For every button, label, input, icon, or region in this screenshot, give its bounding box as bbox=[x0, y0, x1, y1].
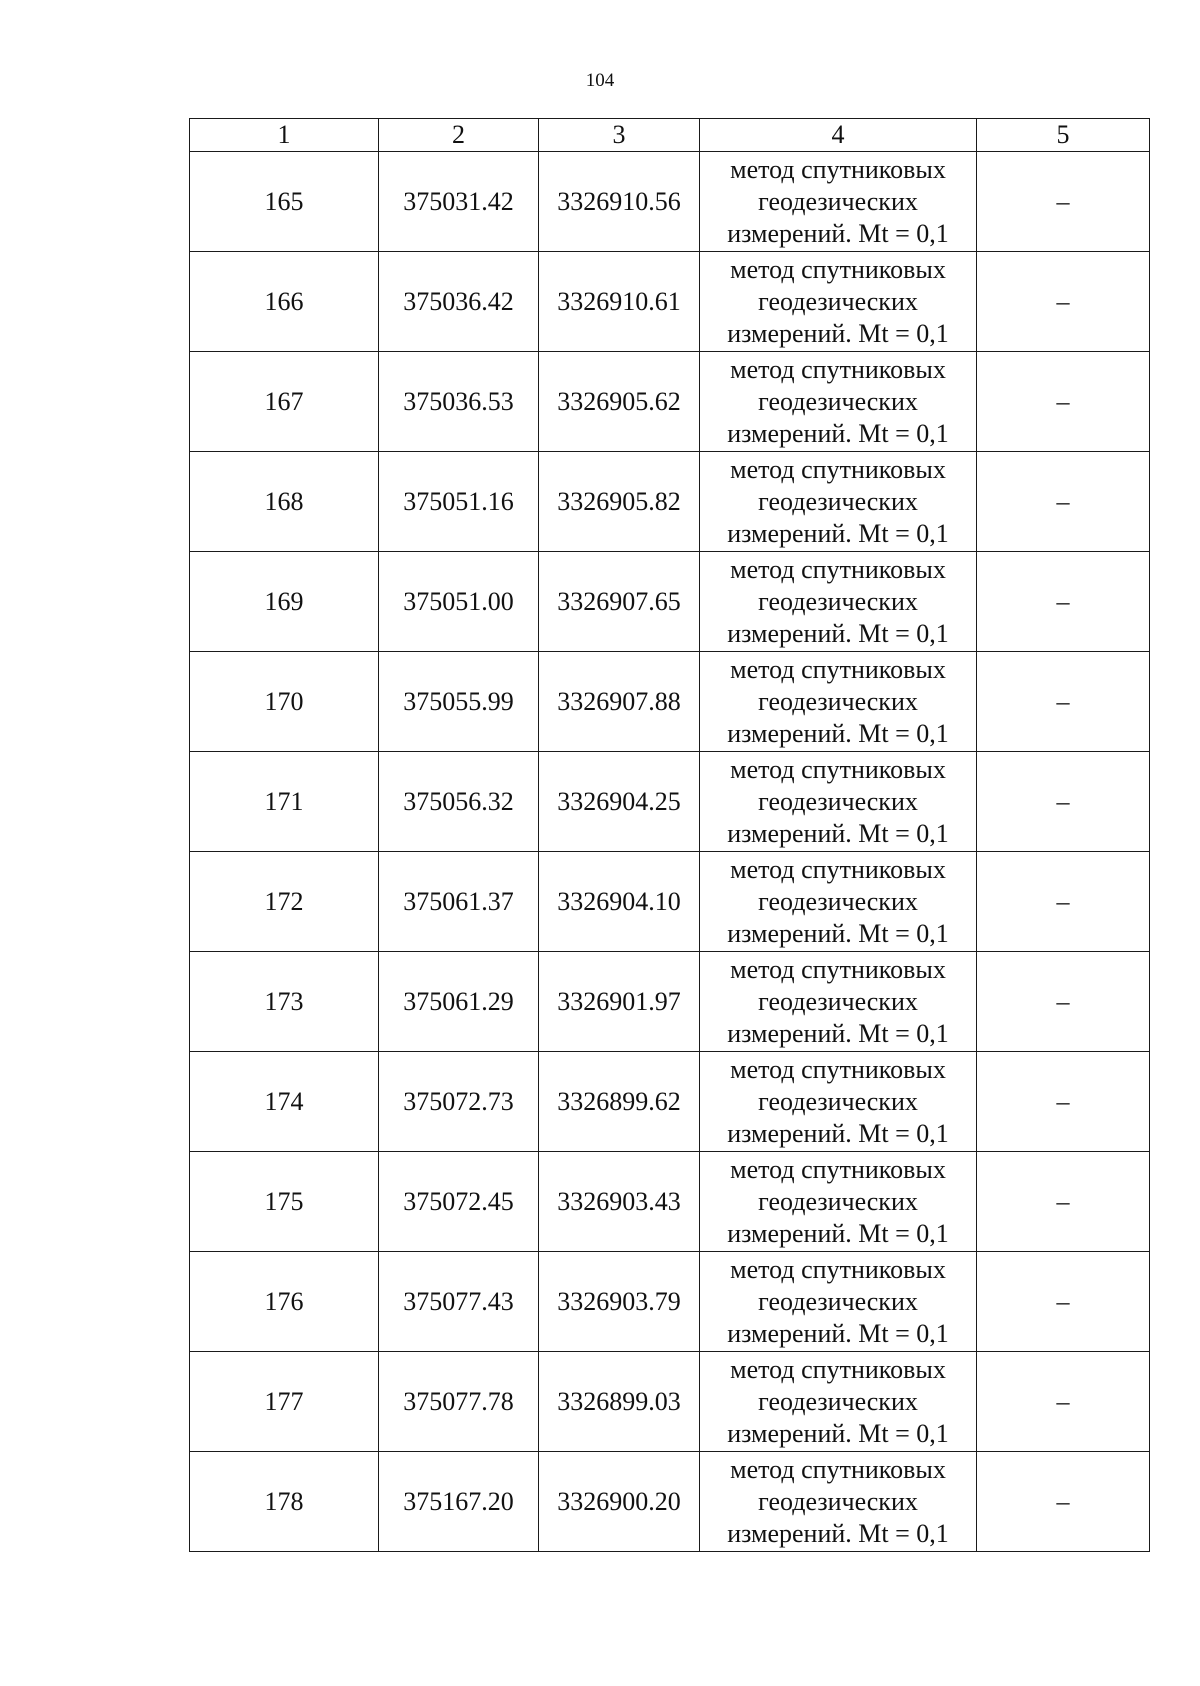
method-line: измерений. Mt = 0,1 bbox=[727, 1118, 949, 1148]
method-line: геодезических bbox=[758, 1286, 918, 1316]
header-col-4: 4 bbox=[700, 119, 977, 152]
point-number-cell: 168 bbox=[190, 452, 379, 552]
table-row bbox=[190, 252, 1150, 352]
method-line: метод спутниковых bbox=[730, 1454, 946, 1484]
method-line: геодезических bbox=[758, 1386, 918, 1416]
point-number-cell: 170 bbox=[190, 652, 379, 752]
table-row bbox=[190, 152, 1150, 252]
point-number-cell: 178 bbox=[190, 1452, 379, 1552]
table-row bbox=[190, 452, 1150, 552]
method-line: метод спутниковых bbox=[730, 254, 946, 284]
y-coordinate-cell: 3326904.25 bbox=[539, 752, 700, 852]
method-line: геодезических bbox=[758, 986, 918, 1016]
method-line: метод спутниковых bbox=[730, 1254, 946, 1284]
table-row bbox=[190, 1452, 1150, 1552]
page-number: 104 bbox=[585, 70, 615, 91]
header-col-3: 3 bbox=[539, 119, 700, 152]
method-line: измерений. Mt = 0,1 bbox=[727, 1418, 949, 1448]
note-cell: – bbox=[977, 952, 1150, 1052]
x-coordinate-cell: 375055.99 bbox=[379, 652, 539, 752]
table-row bbox=[190, 352, 1150, 452]
note-cell: – bbox=[977, 252, 1150, 352]
method-cell bbox=[700, 1052, 977, 1152]
point-number-cell: 174 bbox=[190, 1052, 379, 1152]
y-coordinate-cell: 3326904.10 bbox=[539, 852, 700, 952]
point-number-cell: 173 bbox=[190, 952, 379, 1052]
method-cell bbox=[700, 1452, 977, 1552]
y-coordinate-cell: 3326905.62 bbox=[539, 352, 700, 452]
x-coordinate-cell: 375072.45 bbox=[379, 1152, 539, 1252]
note-cell: – bbox=[977, 152, 1150, 252]
point-number-cell: 172 bbox=[190, 852, 379, 952]
x-coordinate-cell: 375031.42 bbox=[379, 152, 539, 252]
y-coordinate-cell: 3326910.56 bbox=[539, 152, 700, 252]
y-coordinate-cell: 3326903.43 bbox=[539, 1152, 700, 1252]
method-line: метод спутниковых bbox=[730, 754, 946, 784]
note-cell: – bbox=[977, 852, 1150, 952]
y-coordinate-cell: 3326899.62 bbox=[539, 1052, 700, 1152]
x-coordinate-cell: 375056.32 bbox=[379, 752, 539, 852]
method-line: метод спутниковых bbox=[730, 1054, 946, 1084]
x-coordinate-cell: 375061.37 bbox=[379, 852, 539, 952]
method-line: геодезических bbox=[758, 186, 918, 216]
method-line: измерений. Mt = 0,1 bbox=[727, 1018, 949, 1048]
table-row bbox=[190, 752, 1150, 852]
y-coordinate-cell: 3326901.97 bbox=[539, 952, 700, 1052]
method-line: измерений. Mt = 0,1 bbox=[727, 1318, 949, 1348]
point-number-cell: 175 bbox=[190, 1152, 379, 1252]
header-col-5: 5 bbox=[977, 119, 1150, 152]
method-line: измерений. Mt = 0,1 bbox=[727, 218, 949, 248]
method-cell bbox=[700, 852, 977, 952]
method-line: геодезических bbox=[758, 686, 918, 716]
method-cell bbox=[700, 1252, 977, 1352]
method-line: геодезических bbox=[758, 1486, 918, 1516]
method-line: геодезических bbox=[758, 486, 918, 516]
method-line: геодезических bbox=[758, 1186, 918, 1216]
method-line: геодезических bbox=[758, 386, 918, 416]
method-line: измерений. Mt = 0,1 bbox=[727, 418, 949, 448]
method-cell bbox=[700, 1352, 977, 1452]
x-coordinate-cell: 375061.29 bbox=[379, 952, 539, 1052]
note-cell: – bbox=[977, 352, 1150, 452]
y-coordinate-cell: 3326907.88 bbox=[539, 652, 700, 752]
method-line: измерений. Mt = 0,1 bbox=[727, 1218, 949, 1248]
method-line: измерений. Mt = 0,1 bbox=[727, 1518, 949, 1548]
point-number-cell: 177 bbox=[190, 1352, 379, 1452]
method-line: геодезических bbox=[758, 1086, 918, 1116]
point-number-cell: 167 bbox=[190, 352, 379, 452]
table-row bbox=[190, 952, 1150, 1052]
note-cell: – bbox=[977, 552, 1150, 652]
note-cell: – bbox=[977, 1052, 1150, 1152]
method-cell bbox=[700, 952, 977, 1052]
method-line: измерений. Mt = 0,1 bbox=[727, 618, 949, 648]
method-line: метод спутниковых bbox=[730, 854, 946, 884]
point-number-cell: 171 bbox=[190, 752, 379, 852]
method-cell bbox=[700, 252, 977, 352]
method-cell bbox=[700, 552, 977, 652]
method-cell bbox=[700, 152, 977, 252]
y-coordinate-cell: 3326905.82 bbox=[539, 452, 700, 552]
method-line: измерений. Mt = 0,1 bbox=[727, 718, 949, 748]
point-number-cell: 176 bbox=[190, 1252, 379, 1352]
method-line: геодезических bbox=[758, 586, 918, 616]
method-cell bbox=[700, 352, 977, 452]
method-cell bbox=[700, 752, 977, 852]
header-col-1: 1 bbox=[190, 119, 379, 152]
note-cell: – bbox=[977, 1152, 1150, 1252]
method-line: измерений. Mt = 0,1 bbox=[727, 818, 949, 848]
header-col-2: 2 bbox=[379, 119, 539, 152]
method-line: метод спутниковых bbox=[730, 1154, 946, 1184]
method-line: измерений. Mt = 0,1 bbox=[727, 318, 949, 348]
method-line: измерений. Mt = 0,1 bbox=[727, 518, 949, 548]
table-row bbox=[190, 852, 1150, 952]
point-number-cell: 166 bbox=[190, 252, 379, 352]
method-cell bbox=[700, 1152, 977, 1252]
table-row bbox=[190, 1052, 1150, 1152]
method-line: метод спутниковых bbox=[730, 154, 946, 184]
table-row bbox=[190, 1152, 1150, 1252]
method-line: геодезических bbox=[758, 286, 918, 316]
x-coordinate-cell: 375036.53 bbox=[379, 352, 539, 452]
method-cell bbox=[700, 652, 977, 752]
x-coordinate-cell: 375051.16 bbox=[379, 452, 539, 552]
point-number-cell: 165 bbox=[190, 152, 379, 252]
table-header bbox=[190, 119, 1150, 152]
coordinates-table bbox=[189, 118, 1150, 1552]
y-coordinate-cell: 3326903.79 bbox=[539, 1252, 700, 1352]
x-coordinate-cell: 375077.43 bbox=[379, 1252, 539, 1352]
note-cell: – bbox=[977, 752, 1150, 852]
y-coordinate-cell: 3326907.65 bbox=[539, 552, 700, 652]
method-line: метод спутниковых bbox=[730, 954, 946, 984]
method-line: метод спутниковых bbox=[730, 654, 946, 684]
x-coordinate-cell: 375077.78 bbox=[379, 1352, 539, 1452]
y-coordinate-cell: 3326899.03 bbox=[539, 1352, 700, 1452]
header-row bbox=[190, 119, 1150, 152]
method-line: метод спутниковых bbox=[730, 354, 946, 384]
x-coordinate-cell: 375167.20 bbox=[379, 1452, 539, 1552]
table-body bbox=[190, 152, 1150, 1552]
note-cell: – bbox=[977, 1352, 1150, 1452]
method-line: метод спутниковых bbox=[730, 1354, 946, 1384]
method-line: метод спутниковых bbox=[730, 554, 946, 584]
y-coordinate-cell: 3326910.61 bbox=[539, 252, 700, 352]
note-cell: – bbox=[977, 1252, 1150, 1352]
note-cell: – bbox=[977, 1452, 1150, 1552]
method-line: геодезических bbox=[758, 886, 918, 916]
table-row bbox=[190, 1352, 1150, 1452]
method-line: геодезических bbox=[758, 786, 918, 816]
table-row bbox=[190, 552, 1150, 652]
x-coordinate-cell: 375036.42 bbox=[379, 252, 539, 352]
table-row bbox=[190, 652, 1150, 752]
table-row bbox=[190, 1252, 1150, 1352]
x-coordinate-cell: 375051.00 bbox=[379, 552, 539, 652]
method-line: измерений. Mt = 0,1 bbox=[727, 918, 949, 948]
note-cell: – bbox=[977, 452, 1150, 552]
x-coordinate-cell: 375072.73 bbox=[379, 1052, 539, 1152]
note-cell: – bbox=[977, 652, 1150, 752]
method-cell bbox=[700, 452, 977, 552]
point-number-cell: 169 bbox=[190, 552, 379, 652]
method-line: метод спутниковых bbox=[730, 454, 946, 484]
y-coordinate-cell: 3326900.20 bbox=[539, 1452, 700, 1552]
